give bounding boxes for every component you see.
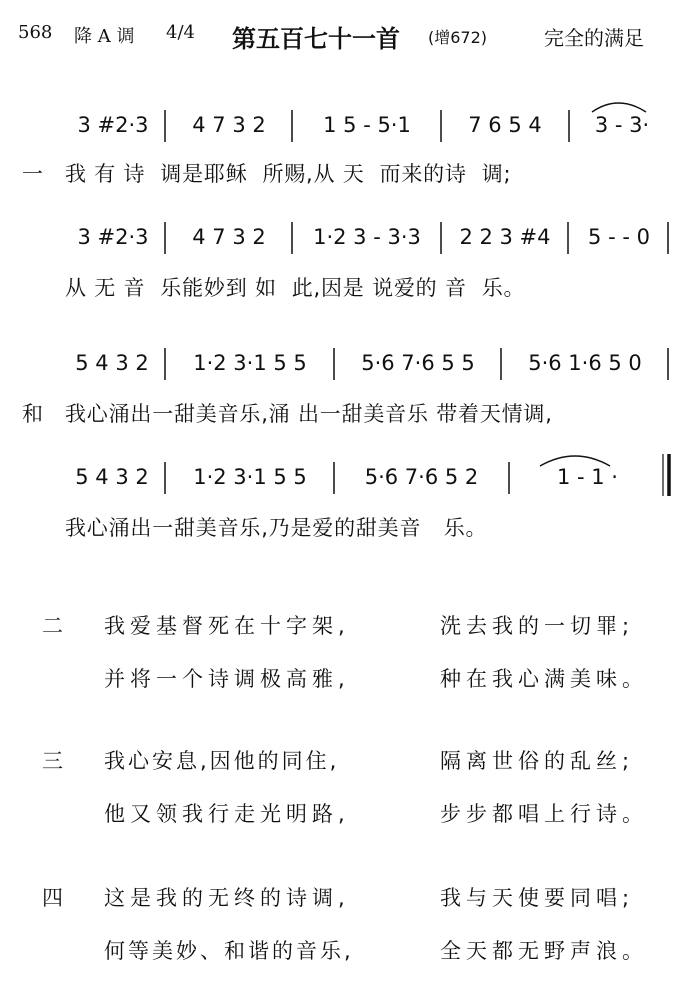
hymn-name: 完全的满足 [544,26,644,50]
time-signature: 4/4 [166,22,195,43]
verse-line: 我与天使要同唱; [440,886,635,910]
verse-line: 我爱基督死在十字架, [104,614,350,638]
measure: 1·2 3·1 5 5 [193,351,307,375]
music-line-2 [0,220,700,262]
measure: 4 7 3 2 [192,225,266,249]
measure: 2 2 3 #4 [459,225,551,249]
hymn-title: 第五百七十一首 [232,25,400,53]
key-signature: 降 A 调 [74,26,135,47]
hymn-number: 568 [18,22,53,43]
measure: 5 4 3 2 [75,351,149,375]
verse-line: 何等美妙、和谐的音乐, [104,939,354,963]
measure: 5 4 3 2 [75,465,149,489]
verse-line: 这是我的无终的诗调, [104,886,350,910]
verse-label: 二 [42,614,63,638]
music-line-1 [0,108,700,150]
measure: 5·6 7·6 5 5 [361,351,475,375]
verse-line: 我心安息,因他的同住, [104,749,340,773]
measure: 3 #2·3 [77,113,149,137]
verse-line: 洗去我的一切罪; [440,614,635,638]
music-line-3 [0,346,700,388]
measure: 5·6 7·6 5 2 [364,465,479,489]
measure: 1 5 - 5·1 [323,113,411,137]
verse-line: 他又领我行走光明路, [104,802,350,826]
lyric-line: 我心涌出一甜美音乐,涌 出一甜美音乐 带着天情调, [65,402,553,426]
lyric-line: 我 有 诗 调是耶稣 所赐,从 天 而来的诗 调; [65,162,512,186]
verse-label: 一 [22,162,43,186]
lyric-line: 从 无 音 乐能妙到 如 此,因是 说爱的 音 乐。 [65,276,526,300]
supplement-number: (增672) [428,28,488,47]
music-line-4 [0,460,700,502]
measure: 7 6 5 4 [468,113,542,137]
verse-line: 种在我心满美味。 [440,667,648,691]
measure: 3 - 3· [594,113,650,137]
measure: 5·6 1·6 5 0 [528,351,642,375]
verse-line: 步步都唱上行诗。 [440,802,648,826]
lyric-line: 我心涌出一甜美音乐,乃是爱的甜美音 乐。 [65,516,488,540]
verse-line: 并将一个诗调极高雅, [104,667,350,691]
chorus-label: 和 [22,402,43,426]
verse-label: 四 [42,886,63,910]
measure: 3 #2·3 [77,225,149,249]
measure: 5 - - 0 [588,225,650,249]
measure: 1·2 3·1 5 5 [193,465,307,489]
measure: 1 - 1 · [556,465,618,489]
verse-label: 三 [42,749,63,773]
verse-line: 隔离世俗的乱丝; [440,749,635,773]
measure: 1·2 3 - 3·3 [313,225,421,249]
measure: 4 7 3 2 [192,113,266,137]
verse-line: 全天都无野声浪。 [440,939,648,963]
